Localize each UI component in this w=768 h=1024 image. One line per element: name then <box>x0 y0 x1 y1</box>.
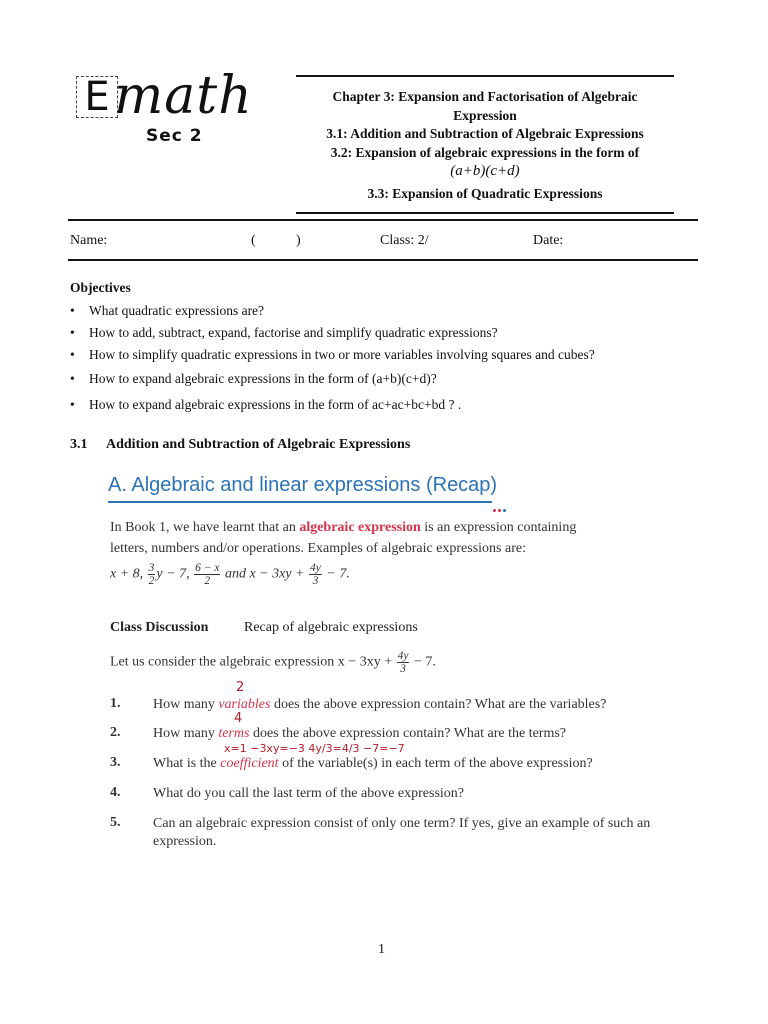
info-bottom-rule <box>68 259 698 261</box>
book-intro-line2: letters, numbers and/or operations. Examples of algebraic expressions are: <box>110 541 526 556</box>
fraction-numerator: 4y <box>310 562 321 574</box>
consider-text: Let us consider the algebraic expression x − 3xy + <box>110 654 396 670</box>
question-fragment: How many <box>153 697 219 712</box>
register-open-paren: ( <box>251 233 256 248</box>
question-fragment: does the above expression contain? What are the terms? <box>249 726 567 741</box>
objective-item: • How to expand algebraic expressions in the form of ac+ac+bc+bd ? . <box>70 391 710 418</box>
emath-logo <box>76 66 253 152</box>
book-intro-line1 <box>110 520 680 536</box>
book-title-underline <box>108 501 492 503</box>
objective-text: How to add, subtract, expand, factorise and simplify quadratic expressions? <box>89 325 498 340</box>
title-line: Chapter 3: Expansion and Factorisation of Algebraic <box>332 89 638 104</box>
example-text: x + 8, <box>110 566 147 582</box>
objective-item: • How to expand algebraic expressions in the form of (a+b)(c+d)? <box>70 366 710 391</box>
fraction-denominator: 3 <box>312 575 319 587</box>
question-number: 3. <box>110 755 121 770</box>
book-section-title: A. Algebraic and linear expressions (Recap) <box>108 474 498 496</box>
logo-level: Sec 2 <box>146 126 203 146</box>
title-bottom-rule <box>296 212 674 214</box>
info-top-rule <box>68 219 698 221</box>
question-fragment: What is the <box>153 756 221 771</box>
intro-text: In Book 1, we have learnt that an <box>110 520 300 535</box>
book-title-dots <box>493 499 508 517</box>
fraction <box>194 562 220 587</box>
class-label: Class: 2/ <box>380 233 429 248</box>
name-label: Name: <box>70 233 108 248</box>
fraction-numerator: 6 − x <box>195 562 220 574</box>
section-title: Addition and Subtraction of Algebraic Expressions <box>106 437 411 452</box>
class-discussion-row <box>110 620 680 636</box>
objective-text: How to simplify quadratic expressions in two or more variables involving squares and cubes? <box>89 347 595 362</box>
question-number: 5. <box>110 815 121 830</box>
date-label: Date: <box>533 233 564 248</box>
question-fragment: of the variable(s) in each term of the above expression? <box>278 756 593 771</box>
page-number: 1 <box>378 942 385 957</box>
discussion-title: Recap of algebraic expressions <box>244 620 418 635</box>
fraction <box>148 562 156 587</box>
question-term: terms <box>218 726 250 741</box>
example-text: y − 7, <box>156 566 194 582</box>
fraction-numerator: 4y <box>397 650 409 662</box>
example-text: and x − 3xy + <box>221 566 309 582</box>
consider-line <box>110 650 680 675</box>
fraction <box>309 562 322 587</box>
objective-item: • How to add, subtract, expand, factorise and simplify quadratic expressions? <box>70 322 710 344</box>
example-text: − 7. <box>322 566 350 582</box>
question-fragment: How many <box>153 726 219 741</box>
fraction <box>397 650 410 675</box>
objectives-heading: Objectives <box>70 280 131 295</box>
question-text <box>153 725 668 743</box>
question-number: 2. <box>110 725 121 740</box>
title-line: Expression <box>453 107 517 123</box>
objective-item: • What quadratic expressions are? <box>70 300 710 322</box>
question-text: What do you call the last term of the above expression? <box>153 786 465 801</box>
keyword-algebraic-expression: algebraic expression <box>299 520 421 535</box>
question-text <box>153 755 668 773</box>
handwritten-answer-1: 2 <box>236 680 245 695</box>
title-line: 3.1: Addition and Subtraction of Algebraic Expressions <box>326 126 644 141</box>
examples-line <box>110 562 680 587</box>
handwritten-answer-2: 4 <box>234 711 243 726</box>
title-line: 3.3: Expansion of Quadratic Expressions <box>367 185 603 201</box>
consider-text: − 7. <box>410 654 436 670</box>
title-top-rule <box>296 75 674 77</box>
fraction-numerator: 3 <box>148 562 155 574</box>
objectives-section <box>70 280 710 418</box>
question-number: 1. <box>110 696 121 711</box>
logo-initial: E <box>76 76 118 118</box>
fraction-denominator: 2 <box>148 575 155 587</box>
fraction-denominator: 3 <box>400 663 406 675</box>
fraction-denominator: 2 <box>204 575 211 587</box>
question-fragment: does the above expression contain? What are the variables? <box>270 697 607 712</box>
register-close-paren: ) <box>296 233 301 248</box>
discussion-label: Class Discussion <box>110 620 209 635</box>
title-line: 3.2: Expansion of algebraic expressions in the form of <box>330 144 640 160</box>
question-text: Can an algebraic expression consist of only one term? If yes, give an example of such an expression. <box>153 816 651 849</box>
question-term: variables <box>218 697 271 712</box>
question-term: coefficient <box>220 756 279 771</box>
intro-text: is an expression containing <box>420 520 577 535</box>
chapter-title-block <box>296 88 674 203</box>
section-number: 3.1 <box>70 437 88 452</box>
section-heading <box>70 437 410 453</box>
objective-text: How to expand algebraic expressions in the form of (a+b)(c+d)? <box>89 371 437 386</box>
question-number: 4. <box>110 785 121 800</box>
objective-item: • How to simplify quadratic expressions in two or more variables involving squares and cubes? <box>70 344 710 366</box>
handwritten-answer-3: x=1 −3xy=−3 4y/3=4/3 −7=−7 <box>224 742 405 755</box>
question-text <box>153 696 668 714</box>
logo-word: math <box>114 66 253 126</box>
title-math: (a+b)(c+d) <box>450 163 520 179</box>
objective-text: How to expand algebraic expressions in the form of ac+ac+bc+bd ? . <box>89 397 462 412</box>
objective-text: What quadratic expressions are? <box>89 303 265 318</box>
